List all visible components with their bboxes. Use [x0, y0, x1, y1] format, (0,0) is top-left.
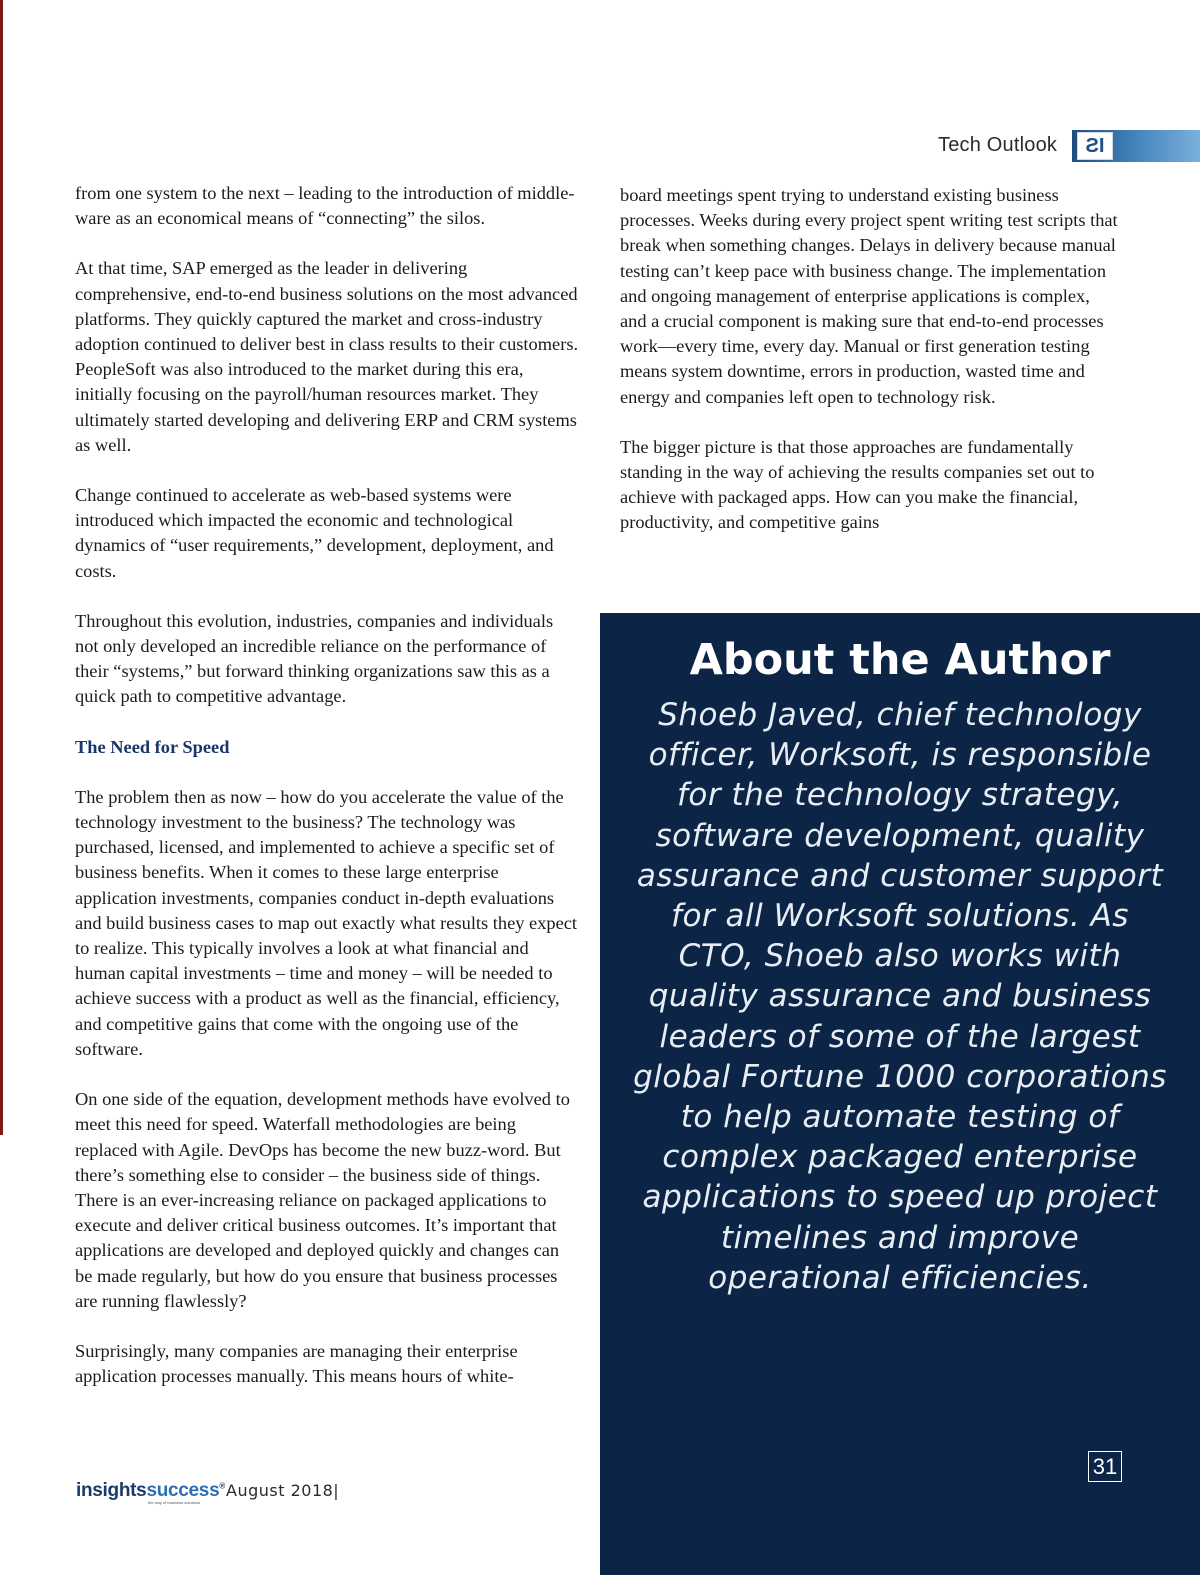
- paragraph: board meetings spent trying to understand existing business processes. Weeks during every project spent writing test scripts that break when something changes. Delays in delivery because manual testing can’t keep pace with business change. The implementation and ongoing management of enterprise applications is complex, and a crucial component is making sure that end-to-end processes work—every time, every day. Manual or first generation testing means system downtime, errors in production, wasted time and energy and companies left open to technology risk.: [620, 185, 1118, 407]
- paragraph: The problem then as now – how do you accelerate the value of the technology investment to the business? The technology was purchased, licensed, and implemented to achieve a specific set of business benefits. When it comes to these large enterprise application investments, companies conduct in-depth evaluations and build business cases to map out exactly what results they expect to realize. This typically involves a look at what financial and human capital investments – time and money – will be needed to achieve success with a product as well as the financial, efficiency, and competitive gains that come with the ongoing use of the software.: [75, 786, 578, 1059]
- brand-logo: [76, 1480, 225, 1502]
- author-box-heading: About the Author: [689, 635, 1111, 685]
- paragraph: Change continued to accelerate as web-based systems were introduced which impacted the economic and technological dynamics of “user requirements,” development, deployment, and costs.: [75, 485, 554, 581]
- right-text-column: [620, 183, 1120, 536]
- about-author-box: [600, 613, 1200, 1575]
- page-number: 31: [1088, 1451, 1122, 1482]
- left-edge-rule: [0, 0, 3, 1135]
- paragraph: Throughout this evolution, industries, companies and individuals not only developed an incredible reliance on the performance of their “systems,” but forward thinking organizations saw this as a quick path to competitive advantage.: [75, 610, 554, 707]
- section-tag: Tech Outlook: [938, 134, 1058, 156]
- paragraph: from one system to the next – leading to the introduction of middle-ware as an economical means of “connecting” the silos.: [75, 183, 575, 229]
- author-bio: Shoeb Javed, chief technology officer, Worksoft, is responsible for the technology strategy, software development, quality assurance and customer support for all Worksoft solutions. As CTO, Shoeb also works with quality assurance and business leaders of some of the largest global Fortune 1000 corporations to help automate testing of complex packaged enterprise applications to speed up project timelines and improve operational efficiencies.: [633, 697, 1167, 1296]
- brand-tagline: the way of business solutions: [148, 1500, 201, 1505]
- left-text-column: [75, 181, 581, 1389]
- brand-logo-part2: success: [146, 1480, 220, 1501]
- magazine-logo-icon: IS: [1077, 132, 1113, 160]
- paragraph: On one side of the equation, development methods have evolved to meet this need for speed. Waterfall methodologies are being replaced with Agile. DevOps has become the new buzz-word. But there’s something else to consider – the business side of things. There is an ever-increasing reliance on packaged applications to execute and deliver critical business outcomes. It’s important that applications are developed and deployed quickly and changes can be made regularly, but how do you ensure that business processes are running flawlessly?: [75, 1089, 570, 1311]
- paragraph: The bigger picture is that those approaches are fundamentally standing in the way of achieving the results companies set out to achieve with packaged apps. How can you make the financial, productivity, and competitive gains: [620, 436, 1095, 533]
- section-subheading: The Need for Speed: [75, 736, 230, 757]
- brand-logo-part1: insights: [76, 1480, 147, 1501]
- paragraph: At that time, SAP emerged as the leader in delivering comprehensive, end-to-end business solutions on the most advanced platforms. They quickly captured the market and cross-industry adoption continued to deliver best in class results to their customers. PeopleSoft was also introduced to the market during this era, initially focusing on the payroll/human resources market. They ultimately started developing and delivering ERP and CRM systems as well.: [75, 258, 579, 455]
- paragraph: Surprisingly, many companies are managing their enterprise application processes manually. This means hours of white-: [75, 1340, 518, 1387]
- issue-date: August 2018|: [226, 1481, 340, 1500]
- registered-mark: ®: [219, 1481, 225, 1491]
